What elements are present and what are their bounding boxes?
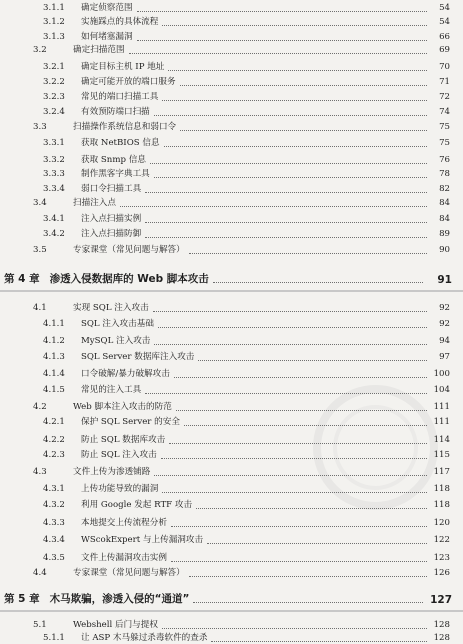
toc-subsection-entry[interactable] (0, 550, 463, 564)
entry-number: 3.4.2 (43, 229, 65, 239)
toc-subsection-entry[interactable] (0, 152, 463, 166)
entry-number: 3.4 (33, 198, 47, 208)
dot-leader (129, 52, 427, 54)
dot-leader (154, 176, 427, 178)
entry-page-number: 128 (433, 620, 450, 630)
entry-title: 弱口令扫描工具 (81, 184, 142, 194)
entry-number: 4.3.3 (43, 518, 65, 528)
entry-page-number: 122 (433, 535, 450, 545)
entry-page-number: 90 (439, 245, 450, 255)
dot-leader (162, 24, 427, 26)
toc-subsection-entry[interactable] (0, 74, 463, 88)
entry-number: 4.1.5 (43, 385, 65, 395)
toc-subsection-entry[interactable] (0, 135, 463, 149)
entry-number: 4.3.4 (43, 535, 65, 545)
dot-leader (154, 474, 427, 476)
toc-subsection-entry[interactable] (0, 226, 463, 240)
chapter-underline (0, 610, 463, 612)
toc-section-entry[interactable] (0, 195, 463, 209)
entry-page-number: 76 (439, 155, 450, 165)
entry-page-number: 72 (439, 92, 450, 102)
dot-leader (168, 69, 427, 71)
entry-number: 3.2.2 (43, 77, 65, 87)
toc-subsection-entry[interactable] (0, 29, 463, 43)
entry-title: 获取 NetBIOS 信息 (81, 138, 160, 148)
dot-leader (211, 640, 427, 642)
entry-number: 3.1.3 (43, 32, 65, 42)
entry-number: 第 5 章 (4, 593, 40, 605)
dot-leader (171, 525, 427, 527)
dot-leader (145, 236, 427, 238)
entry-title: 确定扫描范围 (73, 45, 125, 55)
entry-number: 3.1.1 (43, 3, 65, 13)
entry-page-number: 128 (433, 633, 450, 643)
dot-leader (145, 392, 427, 394)
dot-leader (161, 457, 427, 459)
dot-leader (184, 424, 427, 426)
entry-title: 常见的端口扫描工具 (81, 92, 159, 102)
toc-subsection-entry[interactable] (0, 316, 463, 330)
entry-title: 防止 SQL 注入攻击 (81, 450, 157, 460)
dot-leader (176, 409, 427, 411)
entry-title: 利用 Google 发起 RTF 攻击 (81, 500, 193, 510)
entry-title: 常见的注入工具 (81, 385, 142, 395)
toc-subsection-entry[interactable] (0, 382, 463, 396)
dot-leader (162, 99, 427, 101)
entry-page-number: 69 (439, 45, 450, 55)
dot-leader (171, 560, 427, 562)
entry-page-number: 91 (437, 274, 452, 286)
entry-title: 注入点扫描实例 (81, 214, 142, 224)
entry-number: 3.2 (33, 45, 47, 55)
dot-leader (158, 326, 427, 328)
dot-leader (180, 129, 427, 131)
toc-subsection-entry[interactable] (0, 447, 463, 461)
entry-page-number: 70 (439, 62, 450, 72)
entry-title: 扫描注入点 (73, 198, 116, 208)
entry-number: 第 4 章 (4, 273, 40, 285)
dot-leader (174, 376, 427, 378)
toc-subsection-entry[interactable] (0, 0, 463, 14)
dot-leader (120, 205, 427, 207)
dot-leader (145, 191, 427, 193)
entry-page-number: 126 (433, 568, 450, 578)
dot-leader (154, 114, 427, 116)
entry-page-number: 78 (439, 169, 450, 179)
entry-page-number: 118 (433, 500, 450, 510)
entry-title: 本地提交上传流程分析 (81, 518, 167, 528)
toc-section-entry[interactable] (0, 242, 463, 256)
toc-section-entry[interactable] (0, 464, 463, 478)
toc-section-entry[interactable] (0, 565, 463, 579)
entry-title: 保护 SQL Server 的安全 (81, 417, 180, 427)
entry-title: 专家课堂（常见问题与解答） (73, 568, 185, 578)
dot-leader (180, 84, 427, 86)
dot-leader (153, 310, 427, 312)
entry-title: 有效预防端口扫描 (81, 107, 150, 117)
entry-title: 文件上传漏洞攻击实例 (81, 553, 167, 563)
entry-number: 4.2.2 (43, 435, 65, 445)
entry-page-number: 84 (439, 198, 450, 208)
entry-page-number: 100 (433, 369, 450, 379)
entry-number: 4.1.1 (43, 319, 65, 329)
chapter-underline (0, 290, 463, 292)
entry-page-number: 127 (430, 594, 452, 606)
entry-page-number: 115 (433, 450, 450, 460)
toc-subsection-entry[interactable] (0, 481, 463, 495)
entry-number: 4.1.3 (43, 352, 65, 362)
entry-number: 3.3.1 (43, 138, 65, 148)
entry-page-number: 114 (433, 435, 450, 445)
toc-chapter-entry[interactable] (0, 584, 463, 606)
dot-leader (162, 491, 427, 493)
entry-title: 防止 SQL 数据库攻击 (81, 435, 166, 445)
toc-subsection-entry[interactable] (0, 59, 463, 73)
toc-section-entry[interactable] (0, 399, 463, 413)
entry-page-number: 104 (433, 385, 450, 395)
entry-page-number: 111 (433, 417, 450, 427)
entry-page-number: 118 (433, 484, 450, 494)
entry-number: 3.1.2 (43, 17, 65, 27)
entry-title: 获取 Snmp 信息 (81, 155, 146, 165)
entry-page-number: 75 (439, 138, 450, 148)
dot-leader (207, 542, 427, 544)
entry-page-number: 97 (439, 352, 450, 362)
dot-leader (213, 281, 423, 283)
dot-leader (164, 145, 427, 147)
dot-leader (169, 442, 427, 444)
entry-page-number: 123 (433, 553, 450, 563)
entry-page-number: 94 (439, 336, 450, 346)
entry-title: 实施踩点的具体流程 (81, 17, 159, 27)
dot-leader (137, 10, 427, 12)
entry-number: 3.3 (33, 122, 47, 132)
entry-number: 4.3 (33, 467, 47, 477)
entry-page-number: 66 (439, 32, 450, 42)
entry-title: SQL 注入攻击基础 (81, 319, 154, 329)
entry-number: 4.2.3 (43, 450, 65, 460)
entry-title: 确定侦察范围 (81, 3, 133, 13)
dot-leader (198, 359, 427, 361)
toc-subsection-entry[interactable] (0, 414, 463, 428)
entry-number: 3.2.4 (43, 107, 65, 117)
dot-leader (154, 343, 427, 345)
toc-subsection-entry[interactable] (0, 181, 463, 195)
toc-subsection-entry[interactable] (0, 532, 463, 546)
toc-section-entry[interactable] (0, 300, 463, 314)
dot-leader (189, 575, 427, 577)
entry-page-number: 89 (439, 229, 450, 239)
toc-chapter-entry[interactable] (0, 264, 463, 286)
entry-title: 口令破解/暴力破解攻击 (81, 369, 170, 379)
entry-title: Webshell 后门与提权 (73, 620, 158, 630)
toc-subsection-entry[interactable] (0, 497, 463, 511)
entry-number: 4.3.5 (43, 553, 65, 563)
toc-subsection-entry[interactable] (0, 432, 463, 446)
toc-subsection-entry[interactable] (0, 89, 463, 103)
entry-page-number: 54 (439, 17, 450, 27)
entry-number: 3.3.4 (43, 184, 65, 194)
entry-page-number: 71 (439, 77, 450, 87)
entry-title: 上传功能导致的漏洞 (81, 484, 159, 494)
dot-leader (193, 601, 423, 603)
entry-number: 5.1 (33, 620, 47, 630)
toc-subsection-entry[interactable] (0, 333, 463, 347)
entry-title: 实现 SQL 注入攻击 (73, 303, 149, 313)
entry-page-number: 84 (439, 214, 450, 224)
entry-number: 4.3.2 (43, 500, 65, 510)
entry-title: Web 脚本注入攻击的防范 (73, 402, 172, 412)
entry-number: 4.4 (33, 568, 47, 578)
entry-number: 3.5 (33, 245, 47, 255)
entry-title: 扫描操作系统信息和弱口令 (73, 122, 177, 132)
entry-title: 如何堵塞漏洞 (81, 32, 133, 42)
entry-page-number: 82 (439, 184, 450, 194)
toc-subsection-entry[interactable] (0, 366, 463, 380)
entry-number: 4.2 (33, 402, 47, 412)
entry-title: SQL Server 数据库注入攻击 (81, 352, 195, 362)
entry-title: 注入点扫描防御 (81, 229, 142, 239)
entry-title: 渗透入侵数据库的 Web 脚本攻击 (49, 273, 209, 285)
entry-number: 3.4.1 (43, 214, 65, 224)
entry-title: 确定目标主机 IP 地址 (81, 62, 165, 72)
entry-number: 4.1.4 (43, 369, 65, 379)
entry-title: 让 ASP 木马躲过杀毒软件的查杀 (81, 633, 208, 643)
dot-leader (189, 252, 427, 254)
entry-number: 5.1.1 (43, 633, 65, 643)
toc-subsection-entry[interactable] (0, 349, 463, 363)
dot-leader (196, 507, 427, 509)
entry-title: 文件上传为渗透铺路 (73, 467, 151, 477)
entry-number: 3.2.1 (43, 62, 65, 72)
dot-leader (137, 39, 427, 41)
entry-title: 制作黑客字典工具 (81, 169, 150, 179)
entry-title: 确定可能开放的端口服务 (81, 77, 176, 87)
toc-subsection-entry[interactable] (0, 515, 463, 529)
entry-page-number: 111 (433, 402, 450, 412)
entry-title: MySQL 注入攻击 (81, 336, 151, 346)
toc-section-entry[interactable] (0, 119, 463, 133)
entry-title: 专家课堂（常见问题与解答） (73, 245, 185, 255)
entry-number: 4.3.1 (43, 484, 65, 494)
toc-section-entry[interactable] (0, 42, 463, 56)
entry-number: 3.2.3 (43, 92, 65, 102)
entry-page-number: 92 (439, 303, 450, 313)
entry-page-number: 74 (439, 107, 450, 117)
toc-subsection-entry[interactable] (0, 166, 463, 180)
dot-leader (150, 162, 427, 164)
entry-number: 4.2.1 (43, 417, 65, 427)
entry-page-number: 92 (439, 319, 450, 329)
toc-subsection-entry[interactable] (0, 14, 463, 28)
toc-subsection-entry[interactable] (0, 630, 463, 644)
toc-subsection-entry[interactable] (0, 211, 463, 225)
entry-number: 3.3.3 (43, 169, 65, 179)
toc-subsection-entry[interactable] (0, 104, 463, 118)
entry-number: 3.3.2 (43, 155, 65, 165)
entry-page-number: 75 (439, 122, 450, 132)
toc-section-entry[interactable] (0, 617, 463, 631)
dot-leader (145, 221, 427, 223)
entry-page-number: 120 (433, 518, 450, 528)
entry-number: 4.1.2 (43, 336, 65, 346)
entry-title: WScokExpert 与上传漏洞攻击 (81, 535, 204, 545)
entry-number: 4.1 (33, 303, 47, 313)
entry-page-number: 54 (439, 3, 450, 13)
dot-leader (162, 627, 427, 629)
entry-title: 木马欺骗，渗透入侵的“通道” (49, 593, 190, 605)
entry-page-number: 117 (433, 467, 450, 477)
